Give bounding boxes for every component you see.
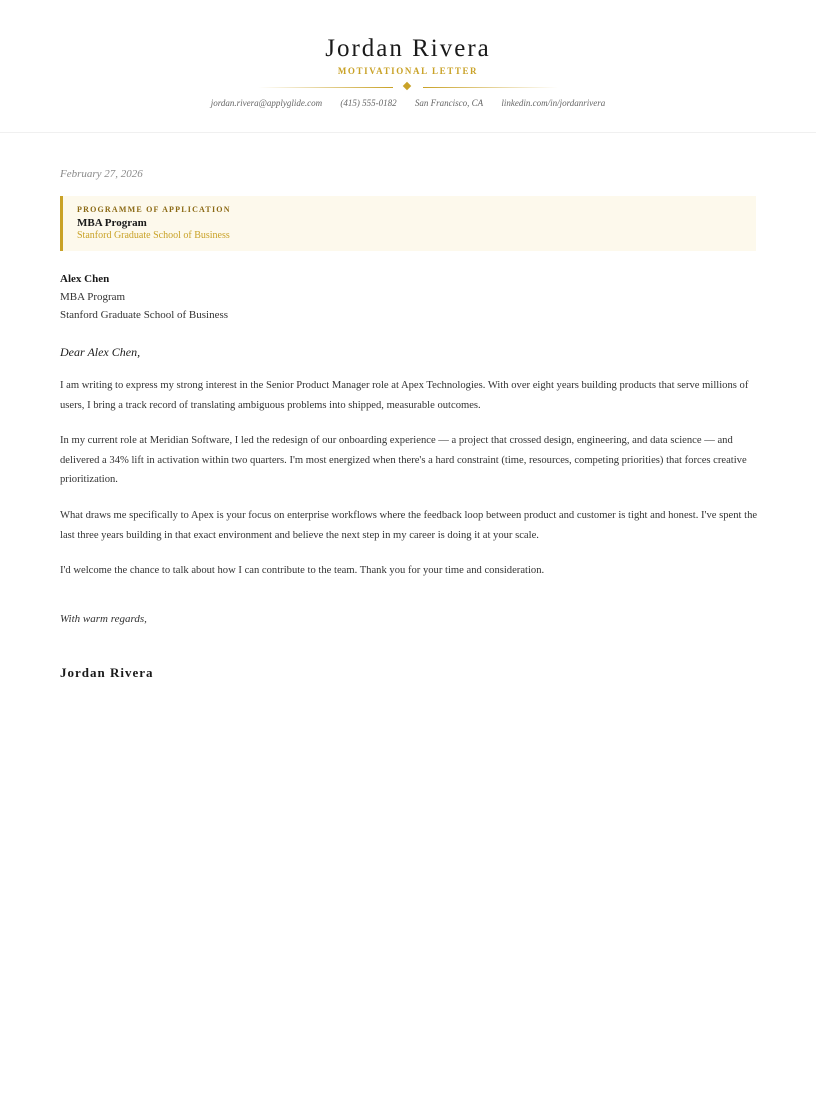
program-box-label: PROGRAMME OF APPLICATION [77,205,231,214]
contact-location: San Francisco, CA [414,98,484,108]
body-paragraph: In my current role at Meridian Software, I led the redesign of our onboarding experience — a project that crossed design, engineering, and data science — and delivered a 34% lift in activation within two quarters. I'm most energized when there's a hard constraint (time, resources, competing priorities) that forces creative prioritization. [60,435,747,486]
contact-phone: (415) 555-0182 [340,98,397,108]
contact-email: jordan.rivera@applyglide.com [210,98,323,108]
contact-row [0,97,816,109]
closing-line: With warm regards, [60,613,147,625]
contact-linkedin: linkedin.com/in/jordanrivera [501,98,606,108]
sender-name: Jordan Rivera [325,35,491,62]
diamond-icon [403,82,411,90]
divider-line-right [423,87,558,88]
body-paragraph: What draws me specifically to Apex is your focus on enterprise workflows where the feedback loop between product and customer is tight and honest. I've spent the last three years building in that exact environment and believe the next step in my career is doing it at your scale. [60,510,758,541]
recipient-block [60,270,228,324]
program-school: Stanford Graduate School of Business [77,230,230,241]
recipient-name: Alex Chen [60,273,110,285]
recipient-line-program: MBA Program [60,291,126,303]
salutation: Dear Alex Chen, [60,345,141,359]
document-subtitle: MOTIVATIONAL LETTER [337,66,479,76]
letter-date: February 27, 2026 [60,168,143,180]
program-box [60,196,756,251]
header-divider [258,82,558,92]
program-name: MBA Program [77,217,147,229]
recipient-line-school: Stanford Graduate School of Business [60,309,229,321]
letter-header [0,0,816,133]
body-paragraph: I'd welcome the chance to talk about how I can contribute to the team. Thank you for your time and consideration. [60,565,545,576]
divider-line-left [258,87,393,88]
signature: Jordan Rivera [60,665,154,680]
body-paragraph: I am writing to express my strong interest in the Senior Product Manager role at Apex Technologies. With over eight years building products that serve millions of users, I bring a track record of translating ambiguous problems into shipped, measurable outcomes. [60,380,749,411]
